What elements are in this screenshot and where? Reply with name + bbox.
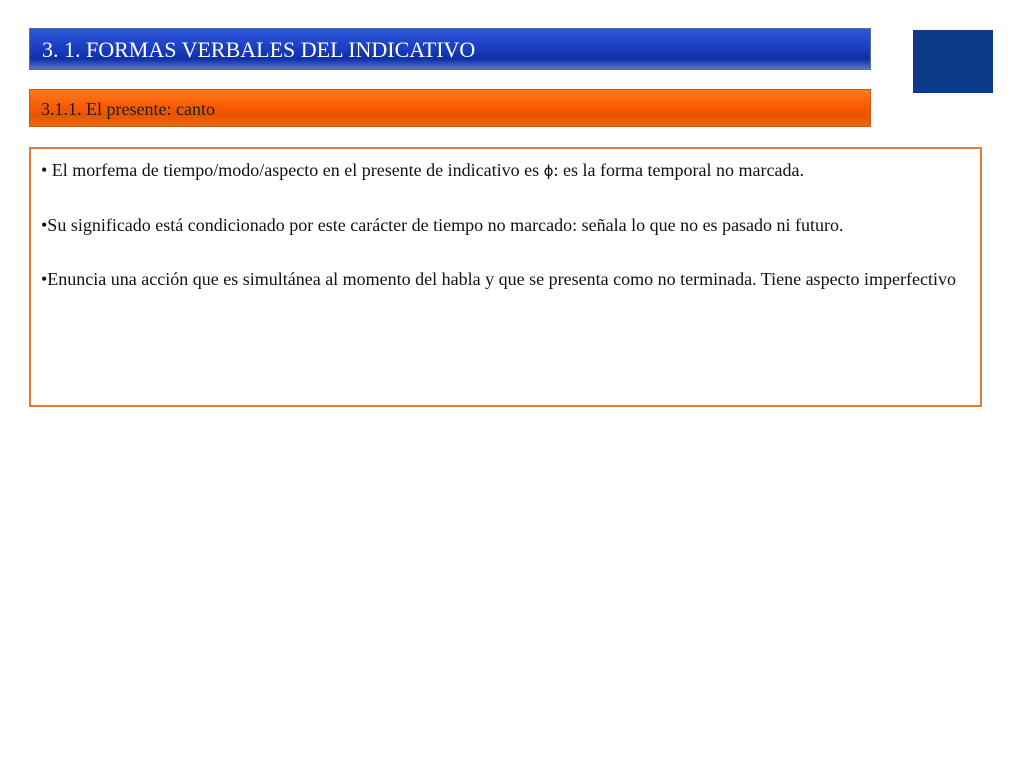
bullet-paragraph-3: •Enuncia una acción que es simultánea al momento del habla y que se presenta como no terminada. Tiene aspecto imperfectivo	[41, 269, 957, 289]
bullet-1-text-start: • El morfema de tiempo/modo/aspecto en el presente de indicativo es	[41, 160, 544, 180]
slide-title: 3. 1. FORMAS VERBALES DEL INDICATIVO	[42, 37, 476, 62]
slide-title-bar	[29, 28, 871, 70]
bullet-paragraph-2: •Su significado está condicionado por este carácter de tiempo no marcado: señala lo que no es pasado ni futuro.	[41, 215, 844, 235]
corner-decoration	[913, 30, 993, 93]
bullet-1-text-end: : es la forma temporal no marcada.	[553, 160, 804, 180]
slide-subtitle-bar	[29, 89, 871, 127]
null-morpheme-symbol: ϕ	[543, 162, 554, 180]
bullet-paragraph-1	[41, 157, 969, 185]
content-box	[29, 147, 982, 407]
slide-subtitle: 3.1.1. El presente: canto	[41, 99, 215, 119]
